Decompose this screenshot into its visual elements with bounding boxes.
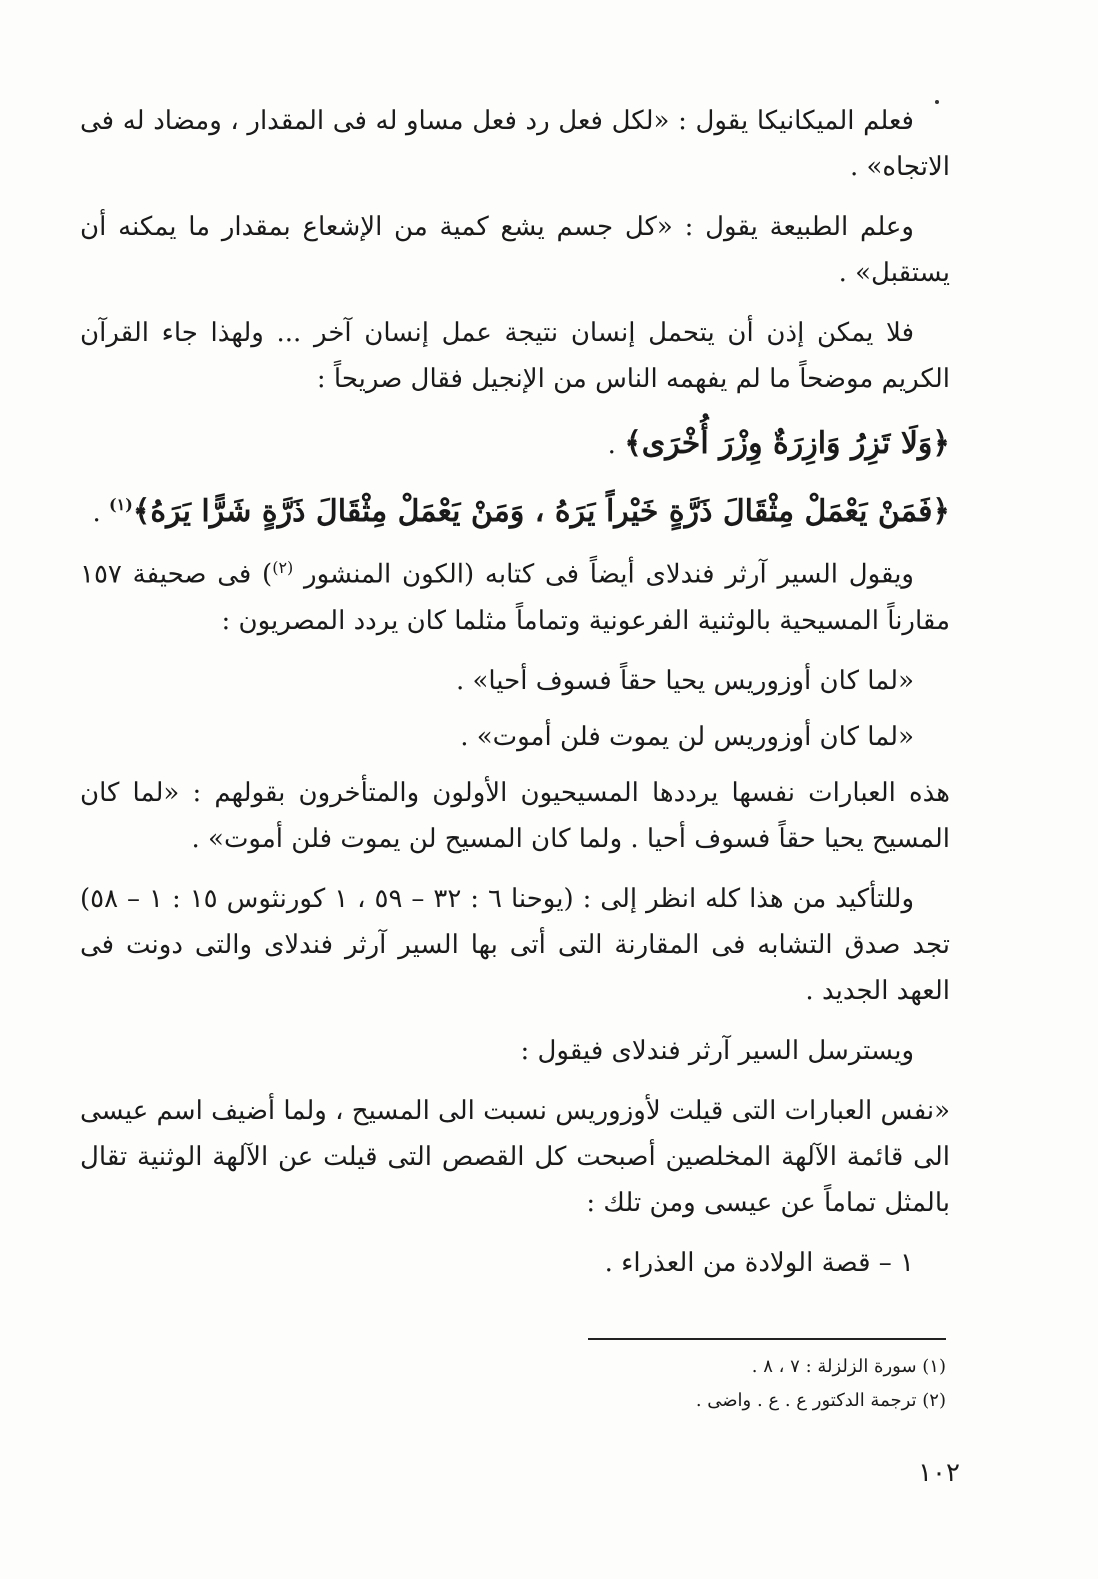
quran-verse-2-text: ﴿فَمَنْ يَعْمَلْ مِثْقَالَ ذَرَّةٍ خَيْراً يَرَهُ ، وَمَنْ يَعْمَلْ مِثْقَالَ ذَرَّةٍ شَرًّا يَرَهُ﴾ <box>132 494 950 529</box>
quote-osiris-live: «لما كان أوزوريس يحيا حقاً فسوف أحيا» . <box>455 665 914 696</box>
paragraph-continues: ويسترسل السير آرثر فندلاى فيقول : <box>520 1035 914 1066</box>
quran-verse-1-text: ﴿وَلَا تَزِرُ وَازِرَةٌ وِزْرَ أُخْرَى﴾ <box>624 426 950 461</box>
footnote-ref-2[interactable]: (٢) <box>272 558 294 577</box>
footnote-2: (٢) ترجمة الدكتور ع . ع . واضى . <box>695 1390 946 1411</box>
list-item-virgin-birth: ١ – قصة الولادة من العذراء . <box>604 1247 914 1278</box>
paragraph-findlay-b: ) فى صحيفة ١٥٧ مقارناً المسيحية بالوثنية الفرعونية وتماماً مثلما كان يردد المصريون : <box>80 559 950 636</box>
paragraph-quran-intro: فلا يمكن إذن أن يتحمل إنسان نتيجة عمل إنسان آخر ... ولهذا جاء القرآن الكريم موضحاً ما لم يفهمه الناس من الإنجيل فقال صريحاً : <box>80 318 950 394</box>
quote-osiris-die: «لما كان أوزوريس لن يموت فلن أموت» . <box>460 721 914 752</box>
footnote-ref-1[interactable]: (١) <box>109 495 133 514</box>
quran-verse-1-tail: . <box>607 430 625 460</box>
paragraph-confirm: وللتأكيد من هذا كله انظر إلى : (يوحنا ٦ : ٣٢ – ٥٩ ، ١ كورنثوس ١٥ : ١ – ٥٨) تجد صدق التشابه فى المقارنة التى أتى بها السير آرثر فندلاى والتى دونت فى العهد الجديد . <box>80 883 950 1006</box>
paragraph-christians: هذه العبارات نفسها يرددها المسيحيون الأولون والمتأخرون بقولهم : «لما كان المسيح يحيا حقاً فسوف أحيا . ولما كان المسيح لن يموت فلن أموت» . <box>80 777 950 854</box>
quran-verse-2-tail: . <box>92 498 110 528</box>
main-text <box>80 98 950 1300</box>
quran-verse-1 <box>80 416 950 473</box>
quran-verse-2 <box>80 477 950 541</box>
footnote-1: (١) سورة الزلزلة : ٧ ، ٨ . <box>751 1356 946 1377</box>
paragraph-mechanics: فعلم الميكانيكا يقول : «لكل فعل رد فعل مساو له فى المقدار ، ومضاد له فى الاتجاه» . <box>80 106 950 182</box>
footnotes <box>300 1350 946 1418</box>
page-number: ١٠٢ <box>918 1458 960 1488</box>
paragraph-same-phrases: «نفس العبارات التى قيلت لأوزوريس نسبت الى المسيح ، ولما أضيف اسم عيسى الى قائمة الآلهة المخلصين أصبحت كل القصص التى قيلت عن الآلهة الوثنية تقال بالمثل تماماً عن عيسى ومن تلك : <box>80 1095 950 1218</box>
footnote-divider <box>588 1338 946 1340</box>
paragraph-findlay <box>80 545 950 644</box>
paragraph-findlay-a: ويقول السير آرثر فندلاى أيضاً فى كتابه (الكون المنشور <box>293 559 914 590</box>
paragraph-physics: وعلم الطبيعة يقول : «كل جسم يشع كمية من الإشعاع بمقدار ما يمكنه أن يستقبل» . <box>80 212 950 288</box>
